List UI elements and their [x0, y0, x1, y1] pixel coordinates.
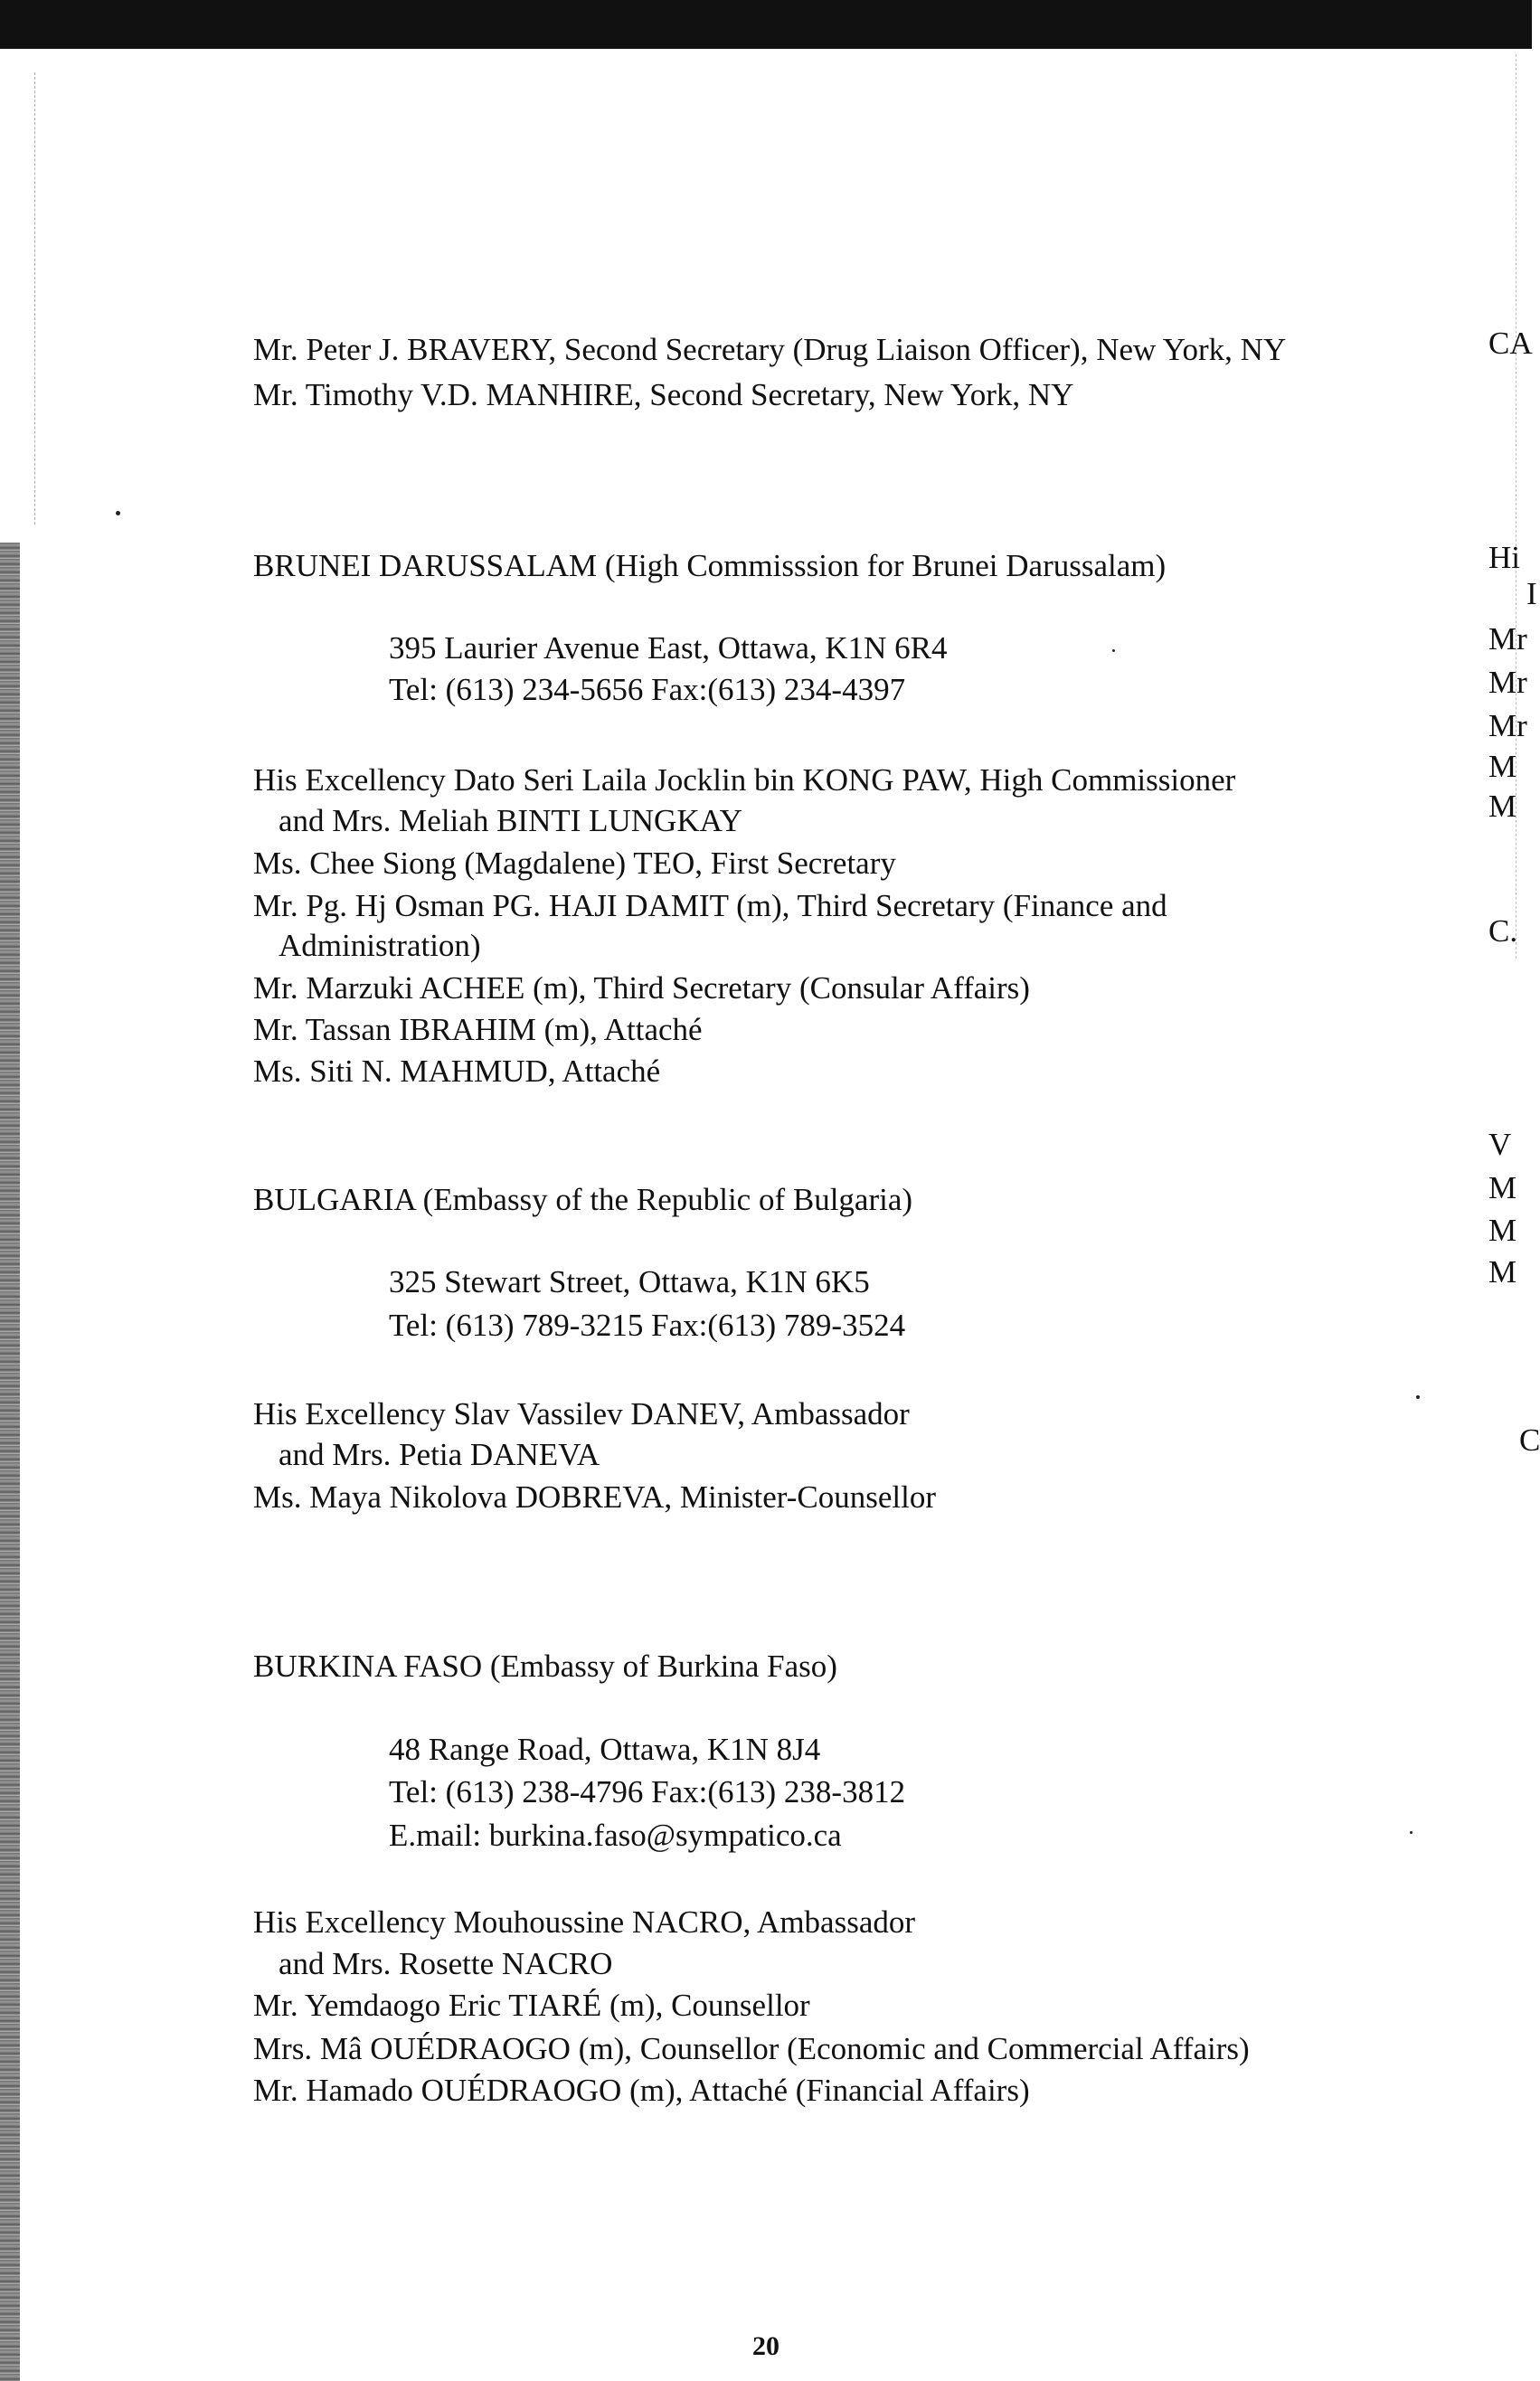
staff-line: Ms. Maya Nikolova DOBREVA, Minister-Counsellor	[253, 1479, 937, 1515]
staff-line: Ms. Chee Siong (Magdalene) TEO, First Secretary	[253, 846, 896, 881]
staff-line: Mr. Tassan IBRAHIM (m), Attaché	[253, 1012, 703, 1047]
section-contact: Tel: (613) 789-3215 Fax:(613) 789-3524	[389, 1308, 906, 1343]
facing-page-fragment: CA	[1488, 326, 1533, 361]
facing-page-fragment: Mr	[1488, 708, 1527, 743]
carryover-line: Mr. Peter J. BRAVERY, Second Secretary (Drug Liaison Officer), New York, NY	[253, 332, 1287, 367]
scan-speck	[1410, 1831, 1412, 1834]
section-address: 48 Range Road, Ottawa, K1N 8J4	[389, 1732, 821, 1767]
section-heading-burkina-faso: BURKINA FASO (Embassy of Burkina Faso)	[253, 1649, 837, 1684]
page-number: 20	[752, 2331, 779, 2361]
staff-line: and Mrs. Petia DANEVA	[279, 1437, 600, 1472]
facing-page-fragment: V	[1488, 1127, 1512, 1162]
staff-line: Mrs. Mâ OUÉDRAOGO (m), Counsellor (Economic and Commercial Affairs)	[253, 2031, 1250, 2066]
scan-speck	[1112, 649, 1115, 652]
scan-speck	[116, 511, 120, 515]
facing-page-fragment: M	[1488, 1213, 1517, 1248]
staff-line: His Excellency Slav Vassilev DANEV, Ambassador	[253, 1396, 910, 1431]
facing-page-fragment: C	[1519, 1422, 1540, 1458]
scan-speck	[1416, 1395, 1420, 1399]
staff-line: Ms. Siti N. MAHMUD, Attaché	[253, 1053, 661, 1089]
section-contact: Tel: (613) 234-5656 Fax:(613) 234-4397	[389, 672, 906, 707]
section-heading-brunei: BRUNEI DARUSSALAM (High Commisssion for Brunei Darussalam)	[253, 548, 1167, 583]
staff-line: Mr. Marzuki ACHEE (m), Third Secretary (Consular Affairs)	[253, 970, 1030, 1006]
section-contact: Tel: (613) 238-4796 Fax:(613) 238-3812	[389, 1774, 906, 1809]
section-address: 395 Laurier Avenue East, Ottawa, K1N 6R4	[389, 630, 948, 666]
section-heading-bulgaria: BULGARIA (Embassy of the Republic of Bulgaria)	[253, 1182, 913, 1217]
staff-line: Administration)	[279, 928, 481, 963]
facing-page-fragment: M	[1488, 1254, 1517, 1290]
facing-page-fragment: Mr	[1488, 621, 1527, 657]
staff-line: His Excellency Dato Seri Laila Jocklin bin KONG PAW, High Commissioner	[253, 762, 1236, 798]
facing-page-fragment: M	[1488, 1170, 1517, 1205]
staff-line: and Mrs. Meliah BINTI LUNGKAY	[279, 803, 742, 838]
staff-line: and Mrs. Rosette NACRO	[279, 1946, 613, 1981]
staff-line: Mr. Yemdaogo Eric TIARÉ (m), Counsellor	[253, 1988, 810, 2023]
facing-page-fragment: I	[1526, 576, 1537, 611]
facing-page-fragment: Mr	[1488, 665, 1527, 700]
staff-line: Mr. Hamado OUÉDRAOGO (m), Attaché (Financial Affairs)	[253, 2073, 1030, 2108]
section-address: 325 Stewart Street, Ottawa, K1N 6K5	[389, 1264, 870, 1299]
staff-line: Mr. Pg. Hj Osman PG. HAJI DAMIT (m), Third Secretary (Finance and	[253, 888, 1167, 923]
facing-page-fragment: C.	[1488, 913, 1518, 949]
section-email: E.mail: burkina.faso@sympatico.ca	[389, 1818, 842, 1853]
staff-line: His Excellency Mouhoussine NACRO, Ambassador	[253, 1904, 916, 1940]
carryover-line: Mr. Timothy V.D. MANHIRE, Second Secretary, New York, NY	[253, 377, 1074, 412]
facing-page-fragment: M	[1488, 749, 1517, 784]
facing-page-fragment: Hi	[1488, 540, 1520, 575]
facing-page-fragment: M	[1488, 789, 1517, 824]
